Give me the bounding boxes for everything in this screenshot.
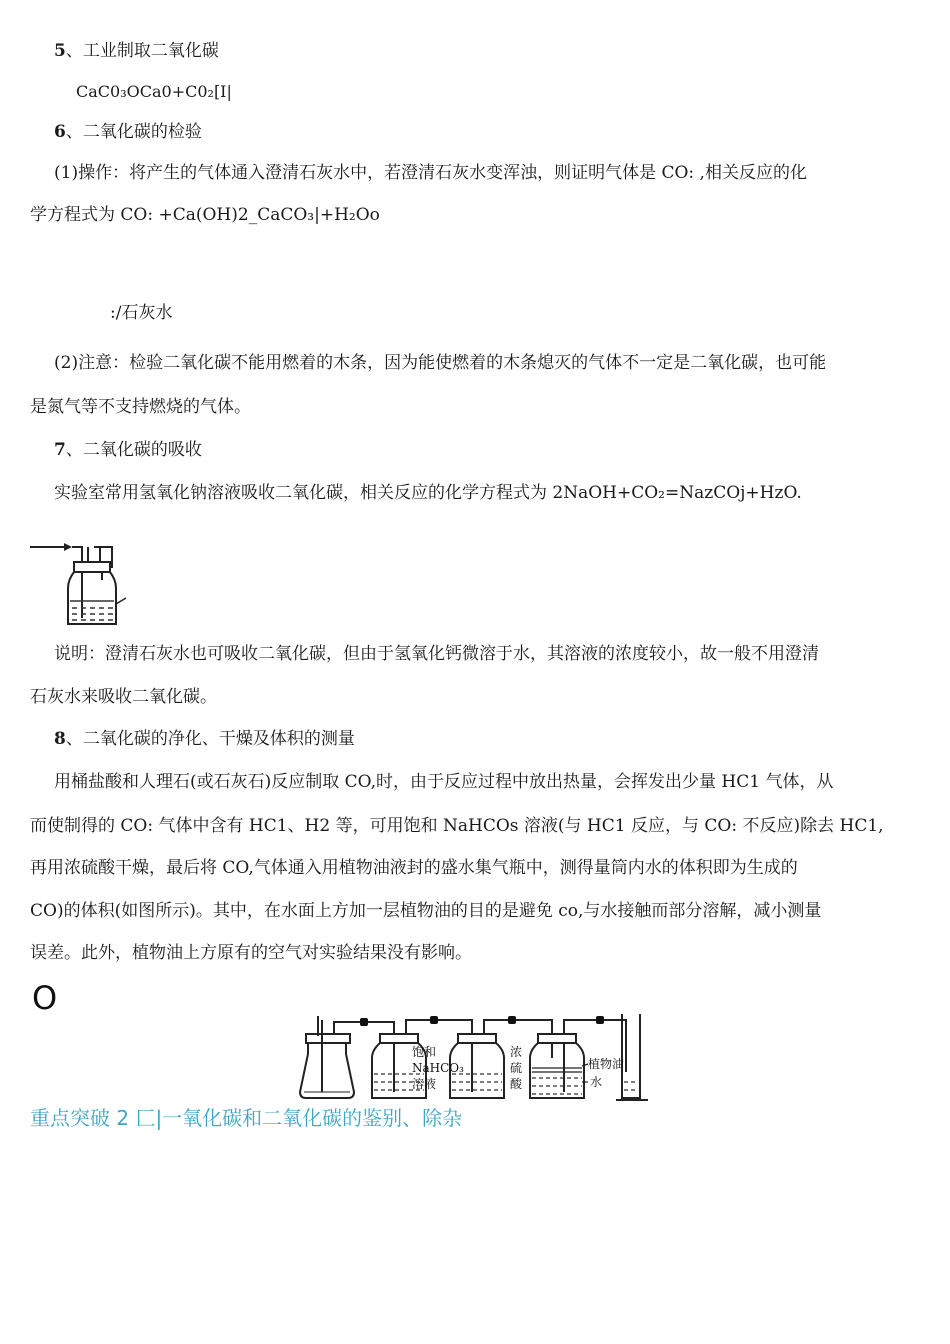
stray-mark: O bbox=[32, 979, 58, 1017]
bottle-stopper bbox=[74, 562, 110, 572]
paragraph-line: 实验室常用氢氧化钠溶液吸收二氧化碳，相关反应的化学方程式为 2NaOH+CO₂=NazCOj+HzO. bbox=[54, 483, 802, 503]
inlet-arrow-head bbox=[64, 543, 72, 551]
section-7-heading bbox=[54, 438, 202, 462]
section-number: 5 bbox=[54, 41, 66, 61]
paragraph-line: 学方程式为 CO: +Ca(OH)2_CaCO₃|+H₂Oo bbox=[30, 205, 380, 225]
nahco3-label-2: NaHCO₃ bbox=[412, 1061, 464, 1075]
key-breakthrough-heading: 重点突破 2 匚|一氧化碳和二氧化碳的鉴别、除杂 bbox=[30, 1106, 463, 1130]
section-number: 6 bbox=[54, 122, 66, 142]
nahco3-label-3: 溶液 bbox=[412, 1077, 437, 1091]
paragraph-line: 再用浓硫酸干燥，最后将 CO,气体通入用植物油液封的盛水集气瓶中，测得量筒内水的体积即为生成的 bbox=[30, 858, 798, 878]
paragraph-line: 误差。此外，植物油上方原有的空气对实验结果没有影响。 bbox=[30, 943, 472, 963]
paragraph-line: 是氮气等不支持燃烧的气体。 bbox=[30, 397, 251, 417]
water-label: 水 bbox=[590, 1075, 603, 1089]
paragraph-line: 说明：澄清石灰水也可吸收二氧化碳，但由于氢氧化钙微溶于水，其溶液的浓度较小，故一般不用澄清 bbox=[54, 644, 819, 664]
gas-absorption-bottle-diagram bbox=[28, 538, 138, 630]
section-title: 、二氧化碳的净化、干燥及体积的测量 bbox=[65, 729, 355, 749]
section-title: 、工业制取二氧化碳 bbox=[65, 41, 219, 61]
section-title: 、二氧化碳的吸收 bbox=[65, 440, 202, 460]
limewater-figure-label: :∕石灰水 bbox=[110, 303, 173, 323]
oil-label: 植物油 bbox=[588, 1057, 625, 1071]
section-number: 7 bbox=[54, 440, 66, 460]
paragraph-line: (2)注意：检验二氧化碳不能用燃着的木条，因为能使燃着的木条熄灭的气体不一定是二氧化碳，也可能 bbox=[54, 353, 827, 373]
acid-label-1: 浓 bbox=[510, 1045, 523, 1059]
graduated-cylinder bbox=[622, 1014, 640, 1098]
bottle-oil-water bbox=[530, 1043, 584, 1098]
section-6-heading bbox=[54, 120, 202, 144]
reaction-flask bbox=[300, 1042, 354, 1098]
paragraph-line: 用桶盐酸和人理石(或石灰石)反应制取 CO,时，由于反应过程中放出热量，会挥发出少量 HC1 气体，从 bbox=[54, 772, 834, 792]
co2-purification-apparatus-diagram bbox=[296, 1012, 656, 1104]
section-5-heading bbox=[54, 39, 219, 63]
section-title: 、二氧化碳的检验 bbox=[65, 122, 202, 142]
paragraph-line: 石灰水来吸收二氧化碳。 bbox=[30, 687, 217, 707]
limestone-equation: CaC0₃OCa0+C0₂[I| bbox=[76, 82, 232, 101]
section-8-heading bbox=[54, 727, 355, 751]
nahco3-label-1: 饱和 bbox=[412, 1045, 437, 1059]
paragraph-line: CO)的体积(如图所示)。其中，在水面上方加一层植物油的目的是避免 co,与水接触而部分溶解，减小测量 bbox=[30, 901, 822, 921]
section-number: 8 bbox=[54, 729, 66, 749]
acid-label-2: 硫 bbox=[510, 1061, 523, 1075]
acid-label-3: 酸 bbox=[510, 1077, 523, 1091]
paragraph-line: (1)操作：将产生的气体通入澄清石灰水中，若澄清石灰水变浑浊，则证明气体是 CO: ,相关反应的化 bbox=[54, 163, 807, 183]
liquid-level bbox=[70, 601, 114, 620]
bottle-body bbox=[68, 572, 116, 624]
paragraph-line: 而使制得的 CO: 气体中含有 HC1、H2 等，可用饱和 NaHCOs 溶液(与 HC1 反应，与 CO: 不反应)除去 HC1, bbox=[30, 816, 884, 836]
